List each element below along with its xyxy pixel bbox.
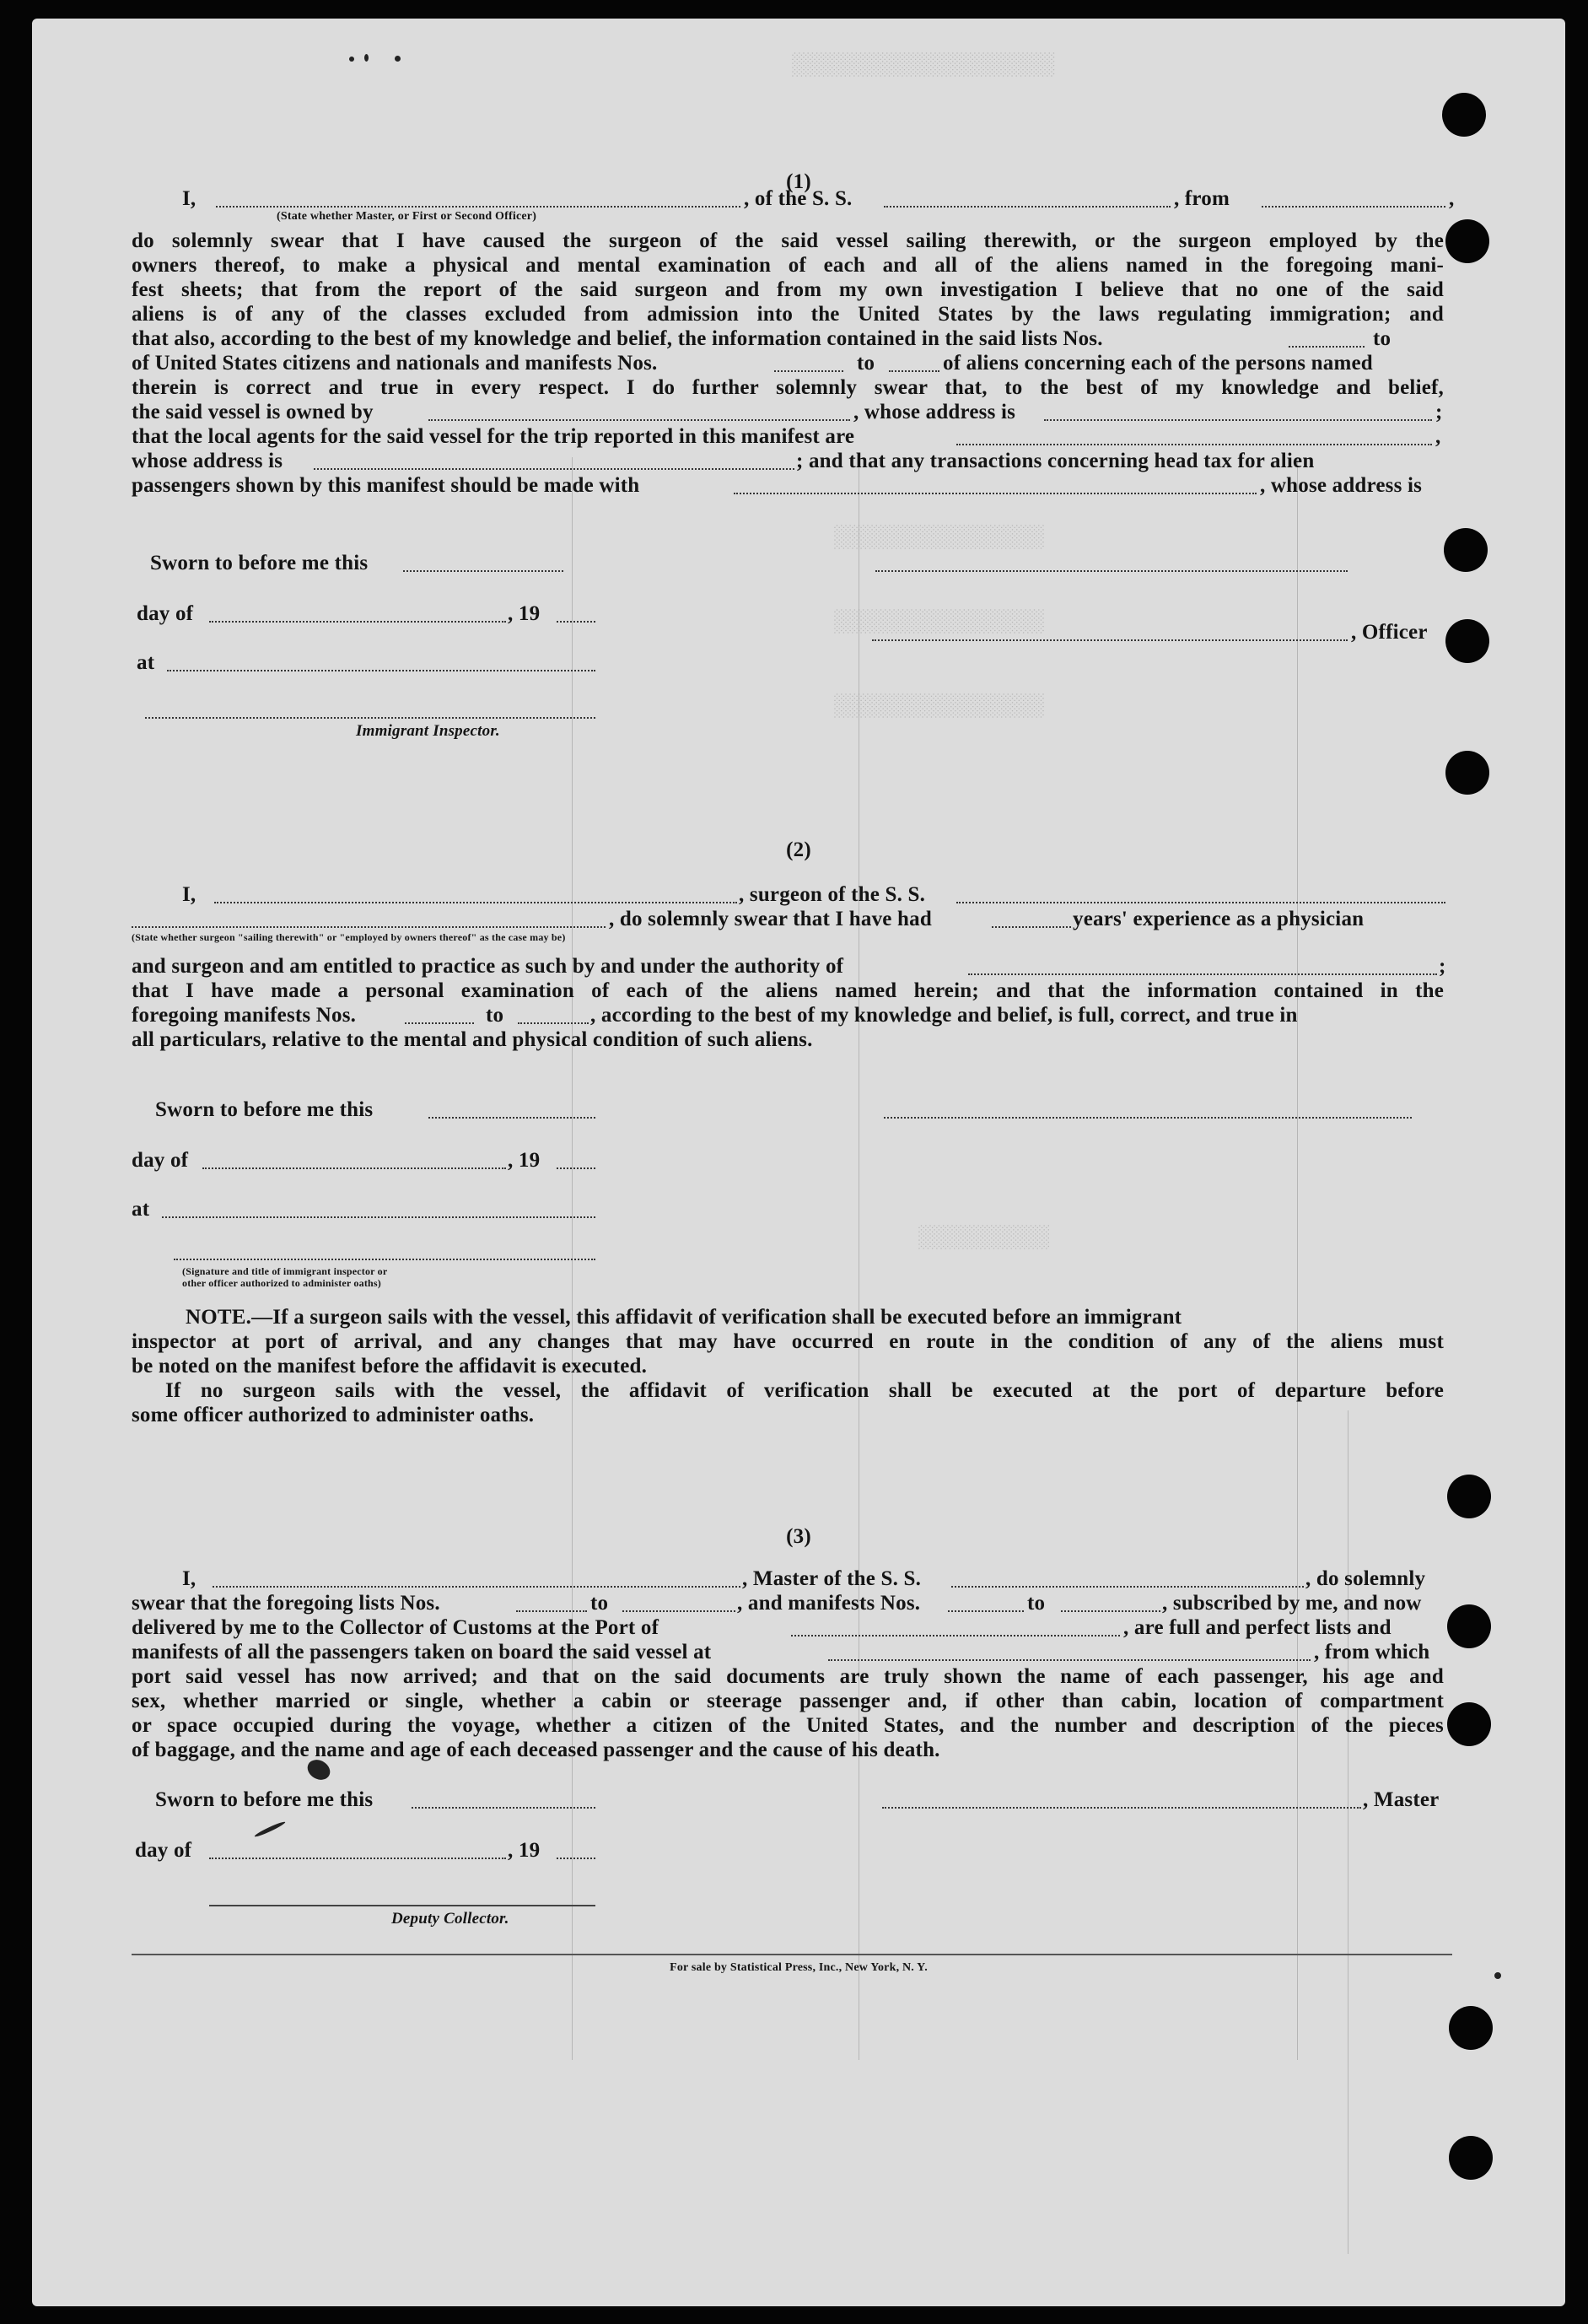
- bleed-through-text: ░░░░░░░░░░░░░░░░░░░░: [791, 52, 1055, 78]
- s3-port-field[interactable]: [791, 1635, 1120, 1637]
- punch-hole: [1445, 751, 1489, 795]
- s1-agents-address-text: whose address is: [132, 450, 283, 472]
- surgeon-status-note: (State whether surgeon "sailing therewith" or "employed by owners thereof" as the case may be): [132, 931, 566, 943]
- note-text: —If a surgeon sails with the vessel, this affidavit of verification shall be executed before an immigrant: [251, 1306, 1182, 1329]
- s1-manifests-to: to: [857, 352, 875, 375]
- ink-speck: [364, 54, 369, 62]
- s1-at-field[interactable]: [167, 670, 595, 671]
- s3-para-line: sex, whether married or single, whether a cabin or steerage passenger and, if other than cabin, location of compartment: [132, 1690, 1444, 1712]
- s1-year-label: , 19: [508, 602, 541, 625]
- s2-manifests-from-field[interactable]: [405, 1022, 474, 1024]
- printer-imprint: For sale by Statistical Press, Inc., New York, N. Y.: [670, 1961, 928, 1974]
- s3-sworn-date-field[interactable]: [412, 1807, 595, 1809]
- footer-rule: [132, 1954, 1452, 1955]
- s1-at-label: at: [137, 651, 155, 674]
- s1-officer-label: , Officer: [1351, 621, 1428, 644]
- s1-agents-comma: ,: [1435, 425, 1441, 448]
- s1-agents-text: that the local agents for the said vessel for the trip reported in this manifest are: [132, 425, 855, 448]
- s3-master-label: , Master: [1363, 1788, 1440, 1811]
- punch-hole: [1447, 1475, 1491, 1518]
- s3-para-line: port said vessel has now arrived; and that on the said documents are truly shown the name of each passenger, his age and: [132, 1665, 1444, 1688]
- s1-lists-to: to: [1373, 327, 1392, 350]
- s1-headtax-text: ; and that any transactions concerning head tax for alien: [796, 450, 1315, 472]
- s1-line1-comma: ,: [1449, 187, 1455, 210]
- s2-surgeon-signature-line[interactable]: [884, 1117, 1412, 1119]
- s1-owner-address-text: , whose address is: [853, 401, 1016, 423]
- s1-day-of-label: day of: [137, 602, 194, 625]
- s2-day-of-label: day of: [132, 1149, 189, 1172]
- s2-official-signature-line[interactable]: [174, 1259, 595, 1260]
- s1-para-line: do solemnly swear that I have caused the surgeon of the said vessel sailing therewith, or the surgeon employed by the: [132, 229, 1444, 252]
- s1-sworn-date-field[interactable]: [403, 570, 563, 572]
- s1-owner-text: the said vessel is owned by: [132, 401, 374, 423]
- s2-para-line: that I have made a personal examination of each of the aliens named herein; and that the information contained in the: [132, 979, 1444, 1002]
- s1-lists-text: that also, according to the best of my knowledge and belief, the information contained in the said lists Nos.: [132, 327, 1103, 350]
- owner-field[interactable]: [428, 419, 850, 421]
- s2-years-text: years' experience as a physician: [1073, 908, 1365, 930]
- s2-authority-text: and surgeon and am entitled to practice as such by and under the authority of: [132, 955, 844, 978]
- s2-swear-text: , do solemnly swear that I have had: [609, 908, 932, 930]
- s1-para-line: owners thereof, to make a physical and mental examination of each and all of the aliens named in the foregoing mani-: [132, 254, 1444, 277]
- bleed-through-text: ░░░░░░░░░░░░░░░░: [833, 693, 1044, 719]
- s3-day-of-label: day of: [135, 1839, 192, 1862]
- punch-hole: [1442, 93, 1486, 137]
- bleed-through-text: ░░░░░░░░░░░░░░░░: [833, 525, 1044, 550]
- s1-line1-i: I,: [182, 187, 196, 210]
- s3-boarded-port-field[interactable]: [828, 1659, 1311, 1661]
- s2-note-line-1: [186, 1306, 1182, 1329]
- lists-from-field[interactable]: [1289, 346, 1365, 348]
- note-label: NOTE.: [186, 1306, 252, 1329]
- s1-sworn-label: Sworn to before me this: [150, 552, 369, 574]
- s1-manifests-text: of United States citizens and nationals and manifests Nos.: [132, 352, 658, 375]
- s2-note-line: If no surgeon sails with the vessel, the affidavit of verification shall be executed at the port of departure before: [165, 1379, 1444, 1402]
- s1-year-field[interactable]: [557, 621, 595, 623]
- s2-note-line: inspector at port of arrival, and any changes that may have occurred en route in the condition of any of the aliens must: [132, 1330, 1444, 1353]
- s1-owner-semicolon: ;: [1435, 401, 1443, 423]
- from-port-field[interactable]: [1262, 206, 1445, 208]
- s2-sworn-date-field[interactable]: [428, 1117, 595, 1119]
- s2-manifests-to-field[interactable]: [518, 1022, 589, 1024]
- manifests-from-field[interactable]: [774, 370, 843, 372]
- s2-signature-note-1: (Signature and title of immigrant inspector or: [182, 1265, 388, 1277]
- s3-lists-to-field[interactable]: [622, 1610, 735, 1612]
- s2-at-label: at: [132, 1198, 150, 1221]
- agents-field[interactable]: [956, 444, 1432, 445]
- years-experience-field[interactable]: [992, 926, 1071, 928]
- s3-year-field[interactable]: [557, 1858, 595, 1859]
- s3-manifests-to-field[interactable]: [1061, 1610, 1160, 1612]
- s3-subscribed-text: , subscribed by me, and now: [1162, 1592, 1422, 1615]
- punch-hole: [1449, 2136, 1493, 2180]
- s3-year-label: , 19: [508, 1839, 541, 1862]
- s3-lists-to: to: [590, 1592, 609, 1615]
- punch-hole: [1447, 1702, 1491, 1746]
- vessel-name-field[interactable]: [884, 206, 1171, 208]
- s1-line1-ss: , of the S. S.: [744, 187, 853, 210]
- s1-para-line: therein is correct and true in every respect. I do further solemnly swear that, to the best of my knowledge and belief,: [132, 376, 1444, 399]
- s1-inspector-label: Immigrant Inspector.: [356, 722, 500, 740]
- s3-collector-signature-line[interactable]: [209, 1905, 595, 1906]
- s2-sworn-label: Sworn to before me this: [155, 1098, 374, 1121]
- s3-master-signature-line[interactable]: [882, 1807, 1361, 1809]
- s3-lists-from-field[interactable]: [516, 1610, 587, 1612]
- s3-port-text: delivered by me to the Collector of Customs at the Port of: [132, 1616, 659, 1639]
- manifests-to-field[interactable]: [889, 370, 939, 372]
- s2-authority-semicolon: ;: [1439, 955, 1446, 978]
- s3-line1-tail: , do solemnly: [1305, 1567, 1426, 1590]
- s3-manifests-from-field[interactable]: [948, 1610, 1024, 1612]
- s2-manifests-to: to: [486, 1004, 504, 1027]
- s2-line1-ss: , surgeon of the S. S.: [739, 883, 926, 906]
- section-2-number: (2): [786, 838, 811, 861]
- section-3-number: (3): [786, 1525, 811, 1548]
- s1-officer-line[interactable]: [872, 639, 1348, 641]
- surgeon-name-field[interactable]: [214, 902, 737, 903]
- s1-para-line: fest sheets; that from the report of the said surgeon and from my own investigation I believe that no one of the said: [132, 278, 1444, 301]
- section-1-number: (1): [786, 170, 811, 193]
- s2-note-line: some officer authorized to administer oaths.: [132, 1404, 535, 1426]
- s1-inspector-signature-line[interactable]: [145, 717, 595, 719]
- s3-lists-text: swear that the foregoing lists Nos.: [132, 1592, 440, 1615]
- s1-officer-signature-line[interactable]: [875, 570, 1348, 572]
- ink-speck: [395, 56, 401, 62]
- punch-hole: [1445, 219, 1489, 263]
- s1-para-line: aliens is of any of the classes excluded from admission into the United States by the laws regulating immigration; and: [132, 303, 1444, 326]
- s3-para-line: of baggage, and the name and age of each deceased passenger and the cause of his death.: [132, 1739, 940, 1761]
- punch-hole: [1444, 528, 1488, 572]
- ink-speck: [254, 1820, 286, 1838]
- s1-headtax-address-text: , whose address is: [1260, 474, 1423, 497]
- s3-collector-label: Deputy Collector.: [391, 1910, 509, 1928]
- officer-rank-note: (State whether Master, or First or Second Officer): [277, 210, 537, 223]
- s3-line1-i: I,: [182, 1567, 196, 1590]
- form-page: [32, 19, 1565, 2306]
- s3-manifests-text: , and manifests Nos.: [737, 1592, 921, 1615]
- s2-vessel-field[interactable]: [956, 902, 1445, 903]
- punch-hole: [1445, 619, 1489, 663]
- s2-line1-i: I,: [182, 883, 196, 906]
- s2-signature-note-2: other officer authorized to administer oaths): [182, 1277, 381, 1289]
- s2-note-line: be noted on the manifest before the affidavit is executed.: [132, 1355, 648, 1378]
- bleed-through-text: ░░░░░░░░░░░░░░░░: [833, 609, 1044, 634]
- s2-at-field[interactable]: [162, 1216, 595, 1218]
- s3-day-of-field[interactable]: [209, 1858, 506, 1859]
- s3-vessel-field[interactable]: [951, 1586, 1304, 1588]
- punch-hole: [1447, 1604, 1491, 1648]
- s3-boarded-text: manifests of all the passengers taken on board the said vessel at: [132, 1641, 712, 1663]
- practice-authority-field[interactable]: [968, 973, 1437, 975]
- agents-address-field[interactable]: [314, 468, 794, 470]
- s3-boarded-tail: , from which: [1314, 1641, 1430, 1663]
- s3-manifests-to: to: [1027, 1592, 1046, 1615]
- s2-day-of-field[interactable]: [202, 1167, 506, 1169]
- headtax-agent-field[interactable]: [734, 493, 1257, 494]
- s2-para-line: all particulars, relative to the mental and physical condition of such aliens.: [132, 1028, 813, 1051]
- s2-year-label: , 19: [508, 1149, 541, 1172]
- s1-day-of-field[interactable]: [209, 621, 506, 623]
- punch-hole: [1449, 2006, 1493, 2050]
- s2-year-field[interactable]: [557, 1167, 595, 1169]
- bleed-through-text: ░░░░░░░░░░: [918, 1225, 1050, 1250]
- s1-manifests-tail: of aliens concerning each of the persons named: [943, 352, 1373, 375]
- s1-headtax-with-text: passengers shown by this manifest should be made with: [132, 474, 640, 497]
- s3-port-tail: , are full and perfect lists and: [1123, 1616, 1392, 1639]
- owner-address-field[interactable]: [1044, 419, 1432, 421]
- s3-para-line: or space occupied during the voyage, whether a citizen of the United States, and the number and description of the pieces: [132, 1714, 1444, 1737]
- s1-line1-from: , from: [1174, 187, 1230, 210]
- officer-name-field[interactable]: [216, 206, 740, 208]
- s2-manifests-tail: , according to the best of my knowledge and belief, is full, correct, and true in: [590, 1004, 1298, 1027]
- bleed-through-line: [1297, 457, 1298, 2060]
- master-name-field[interactable]: [213, 1586, 740, 1588]
- ink-speck: [349, 57, 354, 62]
- s2-manifests-text: foregoing manifests Nos.: [132, 1004, 357, 1027]
- s3-sworn-label: Sworn to before me this: [155, 1788, 374, 1811]
- ink-speck: [1494, 1972, 1501, 1979]
- s3-line1-ss: , Master of the S. S.: [742, 1567, 922, 1590]
- surgeon-status-field[interactable]: [132, 926, 606, 928]
